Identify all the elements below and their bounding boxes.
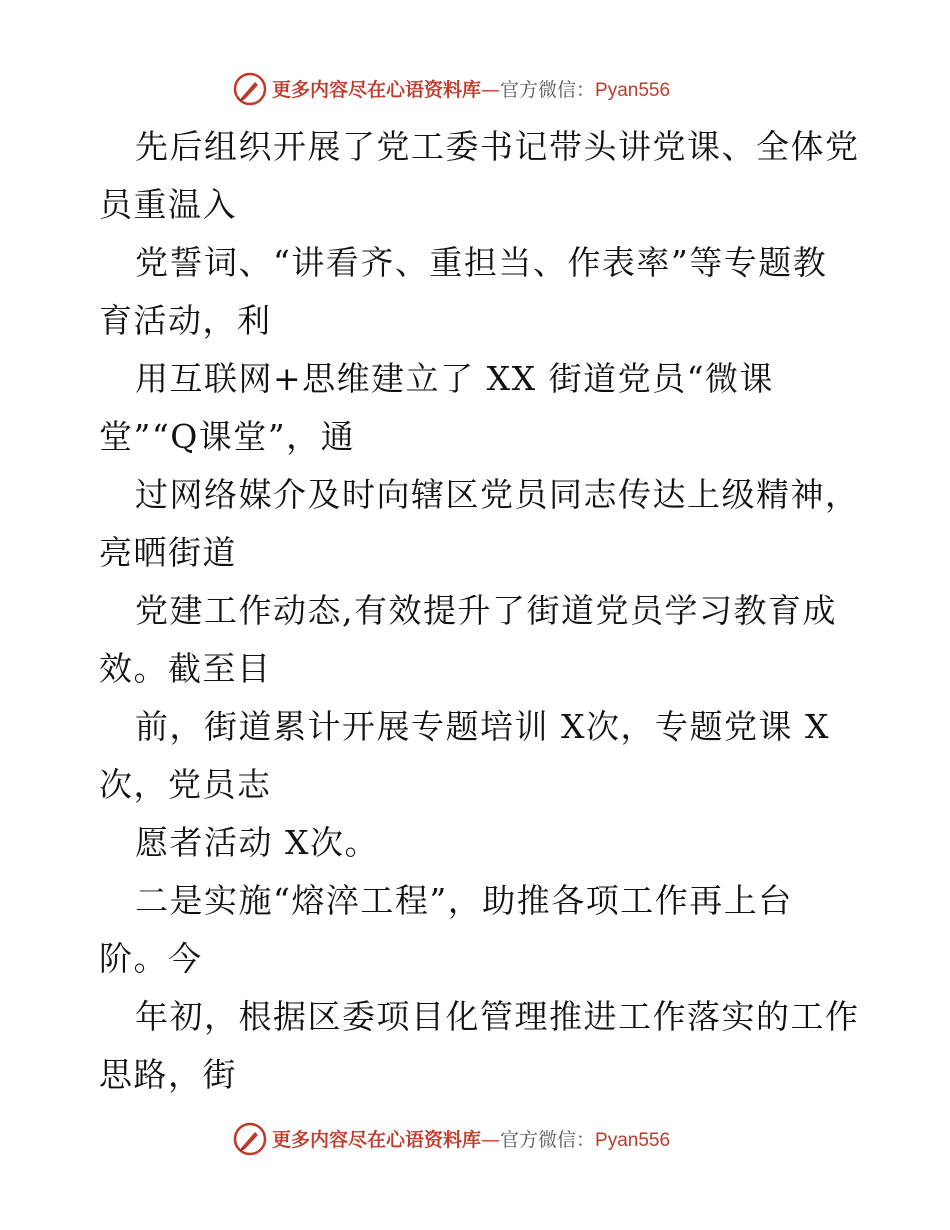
footer-banner	[0, 1120, 950, 1160]
text-line: 员重温入	[99, 185, 237, 224]
text-line: 二是实施“熔淬工程”，助推各项工作再上台	[135, 881, 793, 920]
text-line: 前，街道累计开展专题培训 X次，专题党课 X	[135, 707, 830, 746]
text-line: 思路，街	[99, 1055, 237, 1094]
text-line: 效。截至目	[99, 649, 272, 688]
banner-wechat-id: Pyan556	[595, 1130, 671, 1151]
banner-brand: 更多内容尽在心语资料库	[272, 1129, 482, 1151]
banner-brand: 更多内容尽在心语资料库	[272, 79, 482, 101]
text-line: 愿者活动 X次。	[135, 823, 379, 862]
banner-official: 官方微信：	[500, 79, 596, 101]
text-line: 年初，根据区委项目化管理推进工作落实的工作	[135, 997, 860, 1036]
banner-wechat-id: Pyan556	[595, 80, 671, 101]
pen-logo-icon	[233, 1122, 267, 1156]
text-line: 用互联网+思维建立了 XX 街道党员“微课	[135, 359, 774, 398]
text-line: 亮晒街道	[99, 533, 237, 572]
text-line: 先后组织开展了党工委书记带头讲党课、全体党	[135, 127, 860, 166]
text-line: 阶。今	[99, 939, 203, 978]
header-banner	[0, 70, 950, 110]
text-line: 党建工作动态,有效提升了街道党员学习教育成	[135, 591, 837, 630]
banner-dash: —	[481, 79, 501, 101]
text-line: 育活动，利	[99, 301, 272, 340]
banner-official: 官方微信：	[500, 1129, 596, 1151]
text-line: 次，党员志	[99, 765, 272, 804]
banner-text	[272, 1128, 670, 1153]
text-line: 堂”“Q课堂”，通	[99, 417, 356, 456]
text-line: 过网络媒介及时向辖区党员同志传达上级精神，	[135, 475, 860, 514]
banner-text	[272, 78, 670, 103]
banner-dash: —	[481, 1129, 501, 1151]
text-line: 党誓词、“讲看齐、重担当、作表率”等专题教	[135, 243, 828, 282]
pen-logo-icon	[233, 72, 267, 106]
